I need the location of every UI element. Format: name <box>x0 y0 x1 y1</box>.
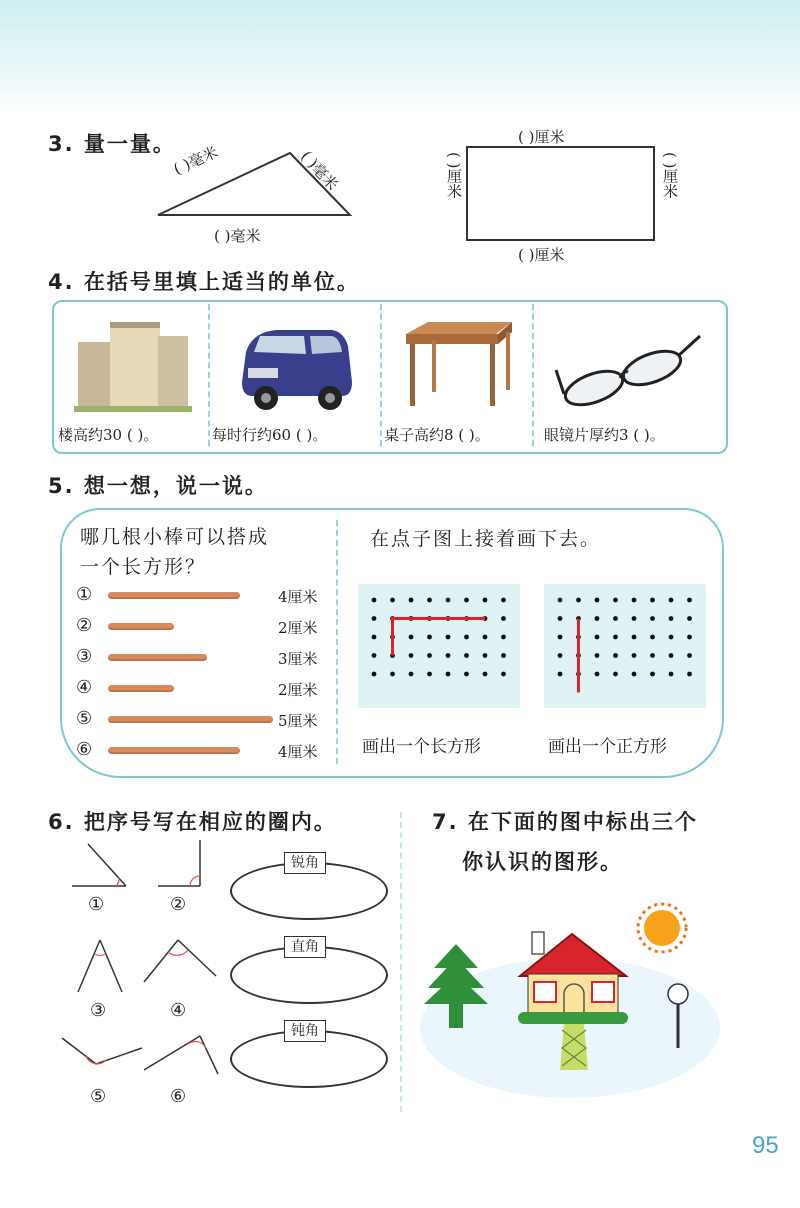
grid-dot <box>464 635 469 640</box>
grid-dot <box>409 672 414 677</box>
grid-dot <box>464 653 469 658</box>
q4-divider-2 <box>380 304 382 446</box>
grid-dot <box>632 635 637 640</box>
van-photo <box>232 322 360 414</box>
grid-dot <box>483 672 488 677</box>
oval-obtuse-label: 钝角 <box>284 1020 326 1042</box>
grid-dot <box>687 616 692 621</box>
angle-5 <box>62 1038 142 1064</box>
rectangle-left-side-label: ( )厘米 <box>445 152 463 199</box>
grid-dot <box>427 672 432 677</box>
stick-bar <box>108 716 273 723</box>
stick-length-label: 2厘米 <box>278 619 318 637</box>
dot-grid-background <box>358 584 520 708</box>
stick-row <box>76 646 336 672</box>
house-scene <box>420 898 720 1108</box>
angle-6 <box>144 1036 218 1074</box>
table-photo <box>400 320 518 410</box>
q3-rectangle <box>466 146 656 242</box>
stick-length-label: 4厘米 <box>278 743 318 761</box>
angle-4 <box>144 940 216 982</box>
q4-divider-3 <box>532 304 534 446</box>
stick-bar <box>108 685 174 692</box>
grid-dot <box>613 598 618 603</box>
stick-row <box>76 708 336 734</box>
dot-grid-rectangle <box>358 584 520 708</box>
angle-3 <box>78 940 122 992</box>
grid-dot <box>558 598 563 603</box>
grid-dot <box>669 635 674 640</box>
angle-label-1: ① <box>88 894 105 915</box>
grid-dot <box>576 598 581 603</box>
grid-dot <box>595 616 600 621</box>
grid-dot <box>483 598 488 603</box>
stick-bar <box>108 747 240 754</box>
oval-right-label: 直角 <box>284 936 326 958</box>
angle-label-2: ② <box>170 894 187 915</box>
grid-dot <box>464 672 469 677</box>
q7-number: 7. <box>432 810 459 834</box>
q6-title <box>48 806 337 836</box>
grid-dot <box>687 635 692 640</box>
grid-dot <box>427 598 432 603</box>
rectangle-bottom-side-label: ( )厘米 <box>518 246 565 264</box>
q3-text: 量一量。 <box>83 131 176 156</box>
grid-dot <box>650 616 655 621</box>
q5-text: 想一想，说一说。 <box>83 473 268 498</box>
q7-text-line2: 你认识的图形。 <box>462 849 623 874</box>
q5-left-prompt-line1: 哪几根小棒可以搭成 <box>80 526 270 548</box>
q4-caption-building: 楼高约30 ( )。 <box>58 426 159 444</box>
stick-index: ⑥ <box>76 739 93 760</box>
building-photo <box>74 320 192 412</box>
grid-dot <box>409 653 414 658</box>
grid-dot <box>446 598 451 603</box>
grid-dot <box>372 616 377 621</box>
grid-dot <box>409 598 414 603</box>
grid-dot <box>390 672 395 677</box>
grid-dot <box>558 672 563 677</box>
grid-dot <box>650 635 655 640</box>
grid-dot <box>483 635 488 640</box>
angle-label-6: ⑥ <box>170 1086 187 1107</box>
triangle-bottom-side-label: ( )毫米 <box>214 227 261 245</box>
grid-dot <box>409 635 414 640</box>
q4-divider-1 <box>208 304 210 446</box>
grid-dot <box>650 672 655 677</box>
grid-dot <box>632 672 637 677</box>
triangle-left-side-label: ( )毫米 <box>170 142 221 179</box>
stick-row <box>76 677 336 703</box>
stick-bar <box>108 654 207 661</box>
rectangle-right-side-label: ( )厘米 <box>661 152 679 199</box>
stick-index: ① <box>76 584 93 605</box>
rectangle-top-side-label: ( )厘米 <box>518 128 565 146</box>
grid-dot <box>669 653 674 658</box>
grid-dot <box>372 598 377 603</box>
q5-number: 5. <box>48 474 75 498</box>
stick-length-label: 3厘米 <box>278 650 318 668</box>
grid-dot <box>501 616 506 621</box>
q5-title <box>48 470 268 500</box>
grid-dot <box>613 653 618 658</box>
grid-dot <box>372 672 377 677</box>
stick-row <box>76 615 336 641</box>
q4-caption-glasses: 眼镜片厚约3 ( )。 <box>544 426 665 444</box>
q5-right-prompt: 在点子图上接着画下去。 <box>370 528 602 550</box>
grid-dot <box>650 653 655 658</box>
q5-left-prompt-line2: 一个长方形？ <box>80 556 207 578</box>
grid-dot <box>632 598 637 603</box>
angle-figures <box>60 836 230 1116</box>
dot-grid-square <box>544 584 706 708</box>
q3-number: 3. <box>48 132 75 156</box>
stick-row <box>76 739 336 765</box>
stick-index: ② <box>76 615 93 636</box>
stick-length-label: 5厘米 <box>278 712 318 730</box>
q7-title <box>432 806 698 836</box>
grid-dot <box>613 635 618 640</box>
stick-length-label: 2厘米 <box>278 681 318 699</box>
grid-dot <box>501 672 506 677</box>
grid-dot <box>446 672 451 677</box>
grid-dot <box>632 616 637 621</box>
q4-caption-van: 每时行约60 ( )。 <box>212 426 328 444</box>
page-header-band <box>0 0 800 118</box>
grid-dot <box>669 616 674 621</box>
q4-text: 在括号里填上适当的单位。 <box>83 269 360 294</box>
q4-number: 4. <box>48 270 75 294</box>
grid-dot <box>595 635 600 640</box>
q7-text-line1: 在下面的图中标出三个 <box>467 809 698 834</box>
q6-q7-divider <box>400 812 402 1112</box>
stick-bar <box>108 623 174 630</box>
grid-dot <box>687 653 692 658</box>
grid-dot <box>372 635 377 640</box>
stick-row <box>76 584 336 610</box>
q6-number: 6. <box>48 810 75 834</box>
angle-2 <box>158 840 200 886</box>
grid-dot <box>669 598 674 603</box>
angle-label-5: ⑤ <box>90 1086 107 1107</box>
angle-1 <box>72 844 126 886</box>
grid-dot <box>501 653 506 658</box>
dot-grid-background <box>544 584 706 708</box>
stick-index: ③ <box>76 646 93 667</box>
grid-dot <box>558 616 563 621</box>
grid-dot <box>613 672 618 677</box>
grid-dot <box>650 598 655 603</box>
glasses-photo <box>554 330 704 410</box>
grid-dot <box>446 635 451 640</box>
q4-title <box>48 266 360 296</box>
grid-dot <box>427 653 432 658</box>
grid1-caption: 画出一个长方形 <box>362 737 481 757</box>
grid-dot <box>558 635 563 640</box>
grid-dot <box>483 653 488 658</box>
grid-dot <box>595 672 600 677</box>
stick-index: ④ <box>76 677 93 698</box>
stick-list <box>76 584 336 774</box>
grid-dot <box>501 598 506 603</box>
grid2-caption: 画出一个正方形 <box>548 737 667 757</box>
grid-dot <box>501 635 506 640</box>
q5-divider <box>336 520 338 764</box>
oval-acute-label: 锐角 <box>284 852 326 874</box>
grid-dot <box>595 598 600 603</box>
stick-length-label: 4厘米 <box>278 588 318 606</box>
stick-bar <box>108 592 240 599</box>
grid-dot <box>687 598 692 603</box>
grid-dot <box>390 598 395 603</box>
grid-dot <box>464 598 469 603</box>
grid-dot <box>427 635 432 640</box>
grid-dot <box>372 653 377 658</box>
grid-dot <box>446 653 451 658</box>
grid-dot <box>687 672 692 677</box>
grid-dot <box>558 653 563 658</box>
angle-label-3: ③ <box>90 1000 107 1021</box>
grid-dot <box>595 653 600 658</box>
q4-caption-table: 桌子高约8 ( )。 <box>384 426 490 444</box>
triangle-right-side-label: ( )毫米 <box>297 147 342 194</box>
page-number: 95 <box>752 1132 779 1159</box>
q6-text: 把序号写在相应的圈内。 <box>83 809 337 834</box>
grid-dot <box>632 653 637 658</box>
stick-index: ⑤ <box>76 708 93 729</box>
grid-dot <box>669 672 674 677</box>
sun-icon <box>638 904 686 952</box>
grid-dot <box>613 616 618 621</box>
angle-label-4: ④ <box>170 1000 187 1021</box>
